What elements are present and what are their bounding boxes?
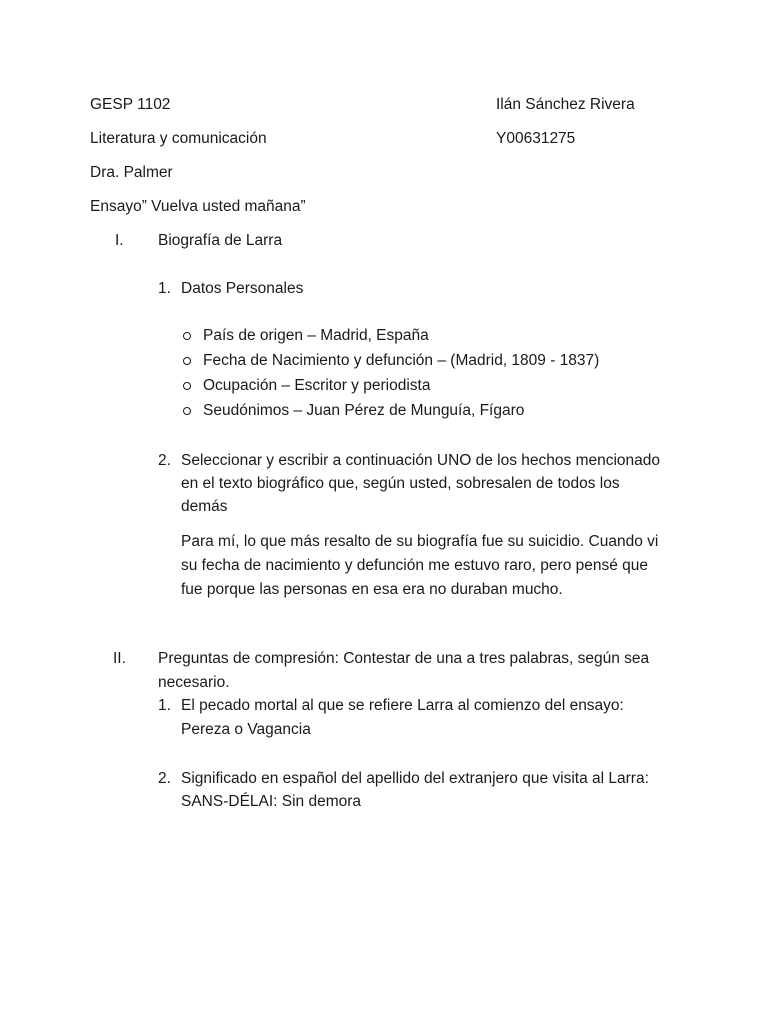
section1-item2-prompt-line1: Seleccionar y escribir a continuación UNO de los hechos mencionado	[181, 452, 661, 469]
author-name: Ilán Sánchez Rivera	[496, 96, 635, 113]
section1-item2-prompt-line2: en el texto biográfico que, según usted, sobresalen de todos los	[181, 475, 620, 492]
section2-item2-number: 2.	[158, 770, 171, 787]
section1-numeral: I.	[115, 232, 124, 249]
section2-title-line1: Preguntas de compresión: Contestar de una a tres palabras, según sea	[158, 650, 650, 667]
student-id: Y00631275	[496, 130, 576, 147]
bullet-occupation: Ocupación – Escritor y periodista	[203, 377, 431, 394]
section1-item2-answer-line3: fue porque las personas en esa era no duraban mucho.	[181, 581, 563, 598]
section1-title: Biografía de Larra	[158, 232, 283, 249]
course-code: GESP 1102	[90, 96, 171, 113]
section2-item2-question: Significado en español del apellido del extranjero que visita al Larra:	[181, 770, 649, 787]
section1-item2-answer-line2: su fecha de nacimiento y defunción me estuvo raro, pero pensé que	[181, 557, 649, 574]
bullet-icon	[183, 407, 191, 415]
section1-item2-answer-line1: Para mí, lo que más resalto de su biografía fue su suicidio. Cuando vi	[181, 533, 659, 550]
section2-title-line2: necesario.	[158, 674, 230, 691]
bullet-icon	[183, 357, 191, 365]
section1-item1-title: Datos Personales	[181, 280, 304, 297]
bullet-icon	[183, 382, 191, 390]
essay-title: Ensayo” Vuelva usted mañana”	[90, 198, 306, 215]
bullet-dates: Fecha de Nacimiento y defunción – (Madrid, 1809 - 1837)	[203, 352, 600, 369]
section2-item1-question: El pecado mortal al que se refiere Larra al comienzo del ensayo:	[181, 697, 624, 714]
section2-item1-number: 1.	[158, 697, 171, 714]
section1-item1-number: 1.	[158, 280, 171, 297]
section1-item2-prompt-line3: demás	[181, 498, 228, 515]
section2-item1-answer: Pereza o Vagancia	[181, 721, 311, 738]
bullet-origin: País de origen – Madrid, España	[203, 327, 429, 344]
section2-numeral: II.	[113, 650, 126, 667]
professor-name: Dra. Palmer	[90, 164, 173, 181]
bullet-icon	[183, 332, 191, 340]
bullet-pseudonyms: Seudónimos – Juan Pérez de Munguía, Fígaro	[203, 402, 525, 419]
section2-item2-answer: SANS-DÉLAI: Sin demora	[181, 793, 362, 810]
course-name: Literatura y comunicación	[90, 130, 267, 147]
section1-item2-number: 2.	[158, 452, 171, 469]
